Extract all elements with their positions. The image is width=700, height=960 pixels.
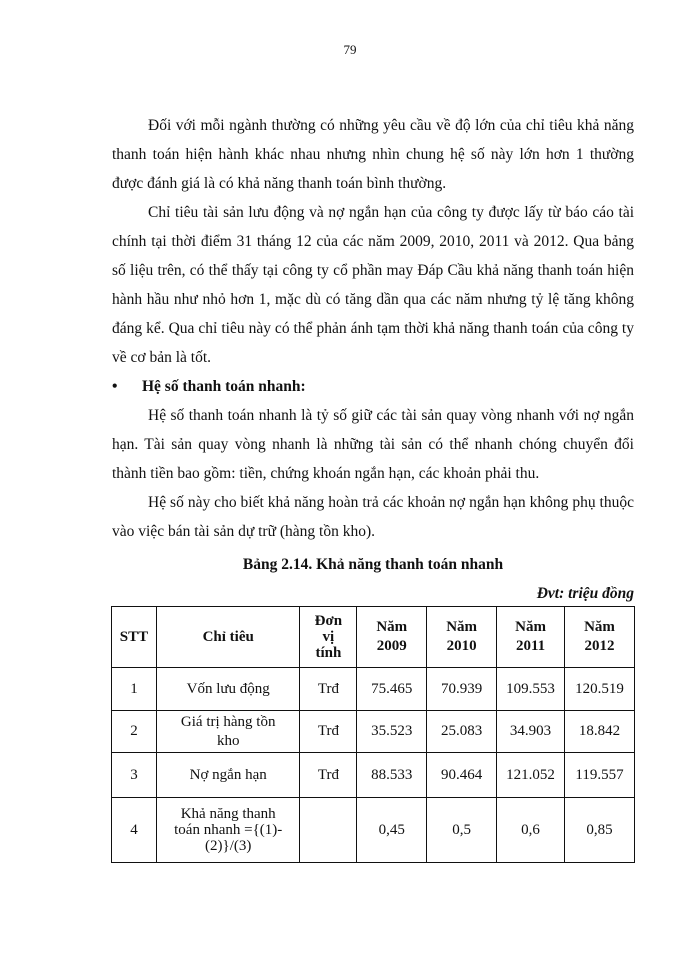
header-year-2010 (427, 607, 497, 668)
header-year-label: Năm (376, 619, 408, 635)
header-unit-line: tính (315, 645, 342, 661)
cell-value: 121.052 (497, 753, 565, 798)
cell-unit: Trđ (300, 668, 357, 711)
bullet-icon: • (112, 378, 118, 395)
cell-stt: 3 (112, 753, 157, 798)
cell-value: 109.553 (497, 668, 565, 711)
cell-indicator: Nợ ngắn hạn (156, 753, 300, 798)
cell-indicator (156, 798, 300, 863)
header-year-label: Năm (446, 619, 478, 635)
paragraph-current-ratio-analysis: Chỉ tiêu tài sản lưu động và nợ ngắn hạn của công ty được lấy từ báo cáo tài chính tại thời điểm 31 tháng 12 của các năm 2009, 2010, 2011 và 2012. Qua bảng số liệu trên, có thể thấy tại công ty cổ phần may Đáp Cầu khả năng thanh toán hiện hành hầu như nhỏ hơn 1, mặc dù có tăng dần qua các năm nhưng tỷ lệ tăng không đáng kể. Qua chỉ tiêu này có thể phản ánh tạm thời khả năng thanh toán của công ty về cơ bản là tốt. (112, 204, 634, 366)
cell-value: 0,85 (565, 798, 635, 863)
cell-value: 25.083 (427, 711, 497, 753)
cell-indicator-line: Giá trị hàng tồn (180, 713, 276, 730)
paragraph-quick-ratio-definition: Hệ số thanh toán nhanh là tỷ số giữ các tài sản quay vòng nhanh với nợ ngắn hạn. Tài sản quay vòng nhanh là những tài sản có thể nhanh chóng chuyển đổi thành tiền bao gồm: tiền, chứng khoán ngắn hạn, các khoản phải thu. (112, 407, 634, 482)
cell-indicator: Vốn lưu động (156, 668, 300, 711)
header-unit (300, 607, 357, 668)
cell-indicator-line: (2)}/(3) (205, 838, 252, 854)
cell-indicator-line: toán nhanh ={(1)- (174, 822, 283, 838)
header-year-label: Năm (584, 619, 615, 635)
cell-value: 0,5 (427, 798, 497, 863)
cell-unit: Trđ (300, 711, 357, 753)
cell-value: 120.519 (565, 668, 635, 711)
table-row (112, 668, 635, 711)
cell-indicator (156, 711, 300, 753)
header-year-value: 2010 (446, 638, 477, 654)
cell-stt: 4 (112, 798, 157, 863)
header-unit-line: Đơn (314, 613, 343, 629)
table-caption: Bảng 2.14. Khả năng thanh toán nhanh (242, 556, 504, 573)
header-year-value: 2009 (376, 638, 407, 654)
table-header-row (112, 607, 635, 668)
header-year-value: 2012 (584, 638, 615, 654)
quick-ratio-heading (112, 372, 634, 401)
cell-value: 88.533 (357, 753, 427, 798)
cell-value: 0,6 (497, 798, 565, 863)
table-row (112, 711, 635, 753)
table-row (112, 753, 635, 798)
quick-ratio-table (111, 606, 635, 863)
header-year-2012 (565, 607, 635, 668)
cell-unit (300, 798, 357, 863)
cell-stt: 2 (112, 711, 157, 753)
cell-value: 34.903 (497, 711, 565, 753)
header-indicator: Chỉ tiêu (156, 607, 300, 668)
cell-value: 0,45 (357, 798, 427, 863)
header-unit-line: vị (322, 629, 335, 645)
cell-value: 18.842 (565, 711, 635, 753)
header-year-label: Năm (515, 619, 546, 635)
document-body (112, 111, 634, 608)
header-year-2009 (357, 607, 427, 668)
table-unit-note: Đvt: triệu đồng (536, 585, 634, 602)
cell-value: 90.464 (427, 753, 497, 798)
header-stt: STT (112, 607, 157, 668)
page-number: 79 (343, 42, 357, 57)
quick-ratio-heading-text: Hệ số thanh toán nhanh: (142, 378, 306, 395)
header-year-value: 2011 (515, 638, 546, 654)
cell-value: 35.523 (357, 711, 427, 753)
cell-value: 70.939 (427, 668, 497, 711)
cell-stt: 1 (112, 668, 157, 711)
cell-indicator-line: Khả năng thanh (180, 806, 276, 822)
paragraph-current-ratio-norm: Đối với mỗi ngành thường có những yêu cầu về độ lớn của chỉ tiêu khả năng thanh toán hiện hành khác nhau nhưng nhìn chung hệ số này lớn hơn 1 thường được đánh giá là có khả năng thanh toán bình thường. (112, 117, 634, 192)
cell-unit: Trđ (300, 753, 357, 798)
cell-value: 119.557 (565, 753, 635, 798)
cell-value: 75.465 (357, 668, 427, 711)
cell-indicator-line: kho (216, 732, 240, 749)
header-year-2011 (497, 607, 565, 668)
paragraph-quick-ratio-meaning: Hệ số này cho biết khả năng hoàn trả các khoản nợ ngắn hạn không phụ thuộc vào việc bán tài sản dự trữ (hàng tồn kho). (112, 494, 634, 540)
table-row (112, 798, 635, 863)
